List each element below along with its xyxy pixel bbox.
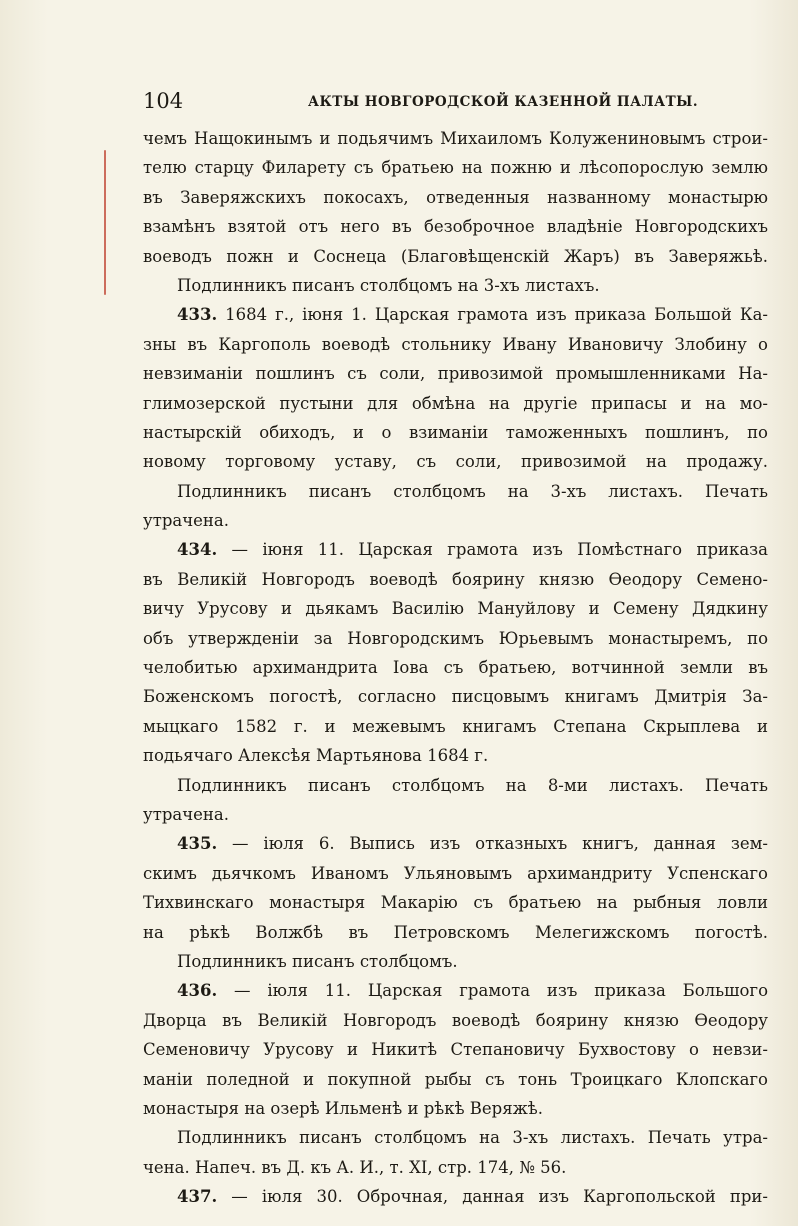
text-line	[143, 1153, 768, 1182]
text-line	[143, 859, 768, 888]
line-text: зны въ Каргополь воеводѣ стольнику Ивану Ивановичу Злобину о	[143, 334, 768, 354]
line-text: мыцкаго 1582 г. и межевымъ книгамъ Степана Скрыплева и	[143, 716, 768, 736]
text-line	[143, 800, 768, 829]
text-line	[143, 1182, 768, 1211]
line-text: объ утвержденіи за Новгородскимъ Юрьевымъ монастыремъ, по	[143, 628, 768, 648]
line-text: — іюля 30. Оброчная, данная изъ Каргопольской при-	[217, 1187, 768, 1207]
line-text: — іюля 11. Царская грамота изъ приказа Большого	[217, 981, 768, 1001]
line-text: Подлинникъ писанъ столбцомъ на 8-ми листахъ. Печать	[177, 775, 768, 795]
line-text: Семеновичу Урусову и Никитѣ Степановичу Бухвостову о невзи-	[143, 1040, 768, 1060]
line-text: Подлинникъ писанъ столбцомъ на 3-хъ листахъ.	[177, 275, 600, 295]
text-line	[143, 1094, 768, 1123]
page-header	[143, 86, 768, 116]
line-text: новому торговому уставу, съ соли, привозимой на продажу.	[143, 452, 768, 472]
text-line	[143, 771, 768, 800]
text-line	[143, 447, 768, 476]
text-line	[143, 712, 768, 741]
margin-pencil-mark	[104, 150, 106, 295]
line-text: въ Великій Новгородъ воеводѣ боярину князю Ѳеодору Семено-	[143, 569, 768, 589]
text-line	[143, 389, 768, 418]
text-line	[143, 1006, 768, 1035]
text-line	[143, 888, 768, 917]
text-line	[143, 506, 768, 535]
entry-number: 434.	[177, 540, 218, 560]
text-line	[143, 565, 768, 594]
line-text: взамѣнъ взятой отъ него въ безоброчное владѣніе Новгородскихъ	[143, 217, 768, 237]
line-text: утрачена.	[143, 511, 229, 531]
text-line	[143, 1035, 768, 1064]
line-text: маніи поледной и покупной рыбы съ тонь Троицкаго Клопскаго	[143, 1069, 768, 1089]
text-line	[143, 418, 768, 447]
text-line	[143, 183, 768, 212]
line-text: въ Заверяжскихъ покосахъ, отведенныя названному монастырю	[143, 187, 768, 207]
text-line	[143, 829, 768, 858]
text-line	[143, 1123, 768, 1152]
line-text: скимъ дьячкомъ Иваномъ Ульяновымъ архимандриту Успенскаго	[143, 863, 768, 883]
text-line	[143, 653, 768, 682]
text-line	[143, 594, 768, 623]
line-text: на рѣкѣ Волжбѣ въ Петровскомъ Мелегижскомъ погостѣ.	[143, 922, 768, 942]
text-line	[143, 682, 768, 711]
body-text	[143, 124, 768, 1211]
text-line	[143, 947, 768, 976]
line-text: челобитью архимандрита Іова съ братьею, вотчинной земли въ	[143, 658, 768, 678]
text-line	[143, 124, 768, 153]
text-line	[143, 359, 768, 388]
line-text: — іюля 6. Выпись изъ отказныхъ книгъ, данная зем-	[217, 834, 768, 854]
entry-number: 435.	[177, 834, 218, 854]
text-line	[143, 330, 768, 359]
text-line	[143, 212, 768, 241]
line-text: подьячаго Алексѣя Мартьянова 1684 г.	[143, 746, 489, 766]
line-text: невзиманіи пошлинъ съ соли, привозимой промышленниками На-	[143, 364, 768, 384]
text-line	[143, 535, 768, 564]
page-number: 104	[143, 89, 184, 113]
running-title: АКТЫ НОВГОРОДСКОЙ КАЗЕННОЙ ПАЛАТЫ.	[308, 94, 699, 110]
line-text: настырскій обиходъ, и о взиманіи таможенныхъ пошлинъ, по	[143, 422, 768, 442]
line-text: Подлинникъ писанъ столбцомъ.	[177, 951, 458, 971]
text-line	[143, 918, 768, 947]
line-text: чена. Напеч. въ Д. къ А. И., т. XI, стр. 174, № 56.	[143, 1157, 567, 1177]
line-text: 1684 г., іюня 1. Царская грамота изъ приказа Большой Ка-	[217, 305, 768, 325]
line-text: Дворца въ Великій Новгородъ воеводѣ боярину князю Ѳеодору	[143, 1010, 768, 1030]
text-line	[143, 1065, 768, 1094]
line-text: чемъ Нащокинымъ и подьячимъ Михаиломъ Колужениновымъ строи-	[143, 129, 768, 148]
text-line	[143, 300, 768, 329]
line-text: Подлинникъ писанъ столбцомъ на 3-хъ листахъ. Печать	[177, 481, 768, 501]
text-line	[143, 624, 768, 653]
line-text: Подлинникъ писанъ столбцомъ на 3-хъ листахъ. Печать утра-	[177, 1128, 768, 1148]
line-text: утрачена.	[143, 804, 229, 824]
text-line	[143, 271, 768, 300]
line-text: монастыря на озерѣ Ильменѣ и рѣкѣ Веряжѣ.	[143, 1098, 543, 1118]
line-text: воеводъ пожн и Соснеца (Благовѣщенскій Жаръ) въ Заверяжьѣ.	[143, 246, 768, 266]
text-line	[143, 153, 768, 182]
line-text: глимозерской пустыни для обмѣна на другіе припасы и на мо-	[143, 393, 768, 413]
entry-number: 437.	[177, 1187, 218, 1207]
text-line	[143, 477, 768, 506]
line-text: Тихвинскаго монастыря Макарію съ братьею на рыбныя ловли	[143, 893, 768, 913]
text-line	[143, 976, 768, 1005]
line-text: телю старцу Филарету съ братьею на пожню и лѣсопорослую землю	[143, 158, 768, 178]
entry-number: 433.	[177, 305, 218, 325]
line-text: вичу Урусову и дьякамъ Василію Мануйлову и Семену Дядкину	[143, 599, 768, 619]
text-line	[143, 741, 768, 770]
line-text: — іюня 11. Царская грамота изъ Помѣстнаго приказа	[217, 540, 768, 560]
text-line	[143, 242, 768, 271]
entry-number: 436.	[177, 981, 218, 1001]
line-text: Боженскомъ погостѣ, согласно писцовымъ книгамъ Дмитрія За-	[143, 687, 768, 707]
